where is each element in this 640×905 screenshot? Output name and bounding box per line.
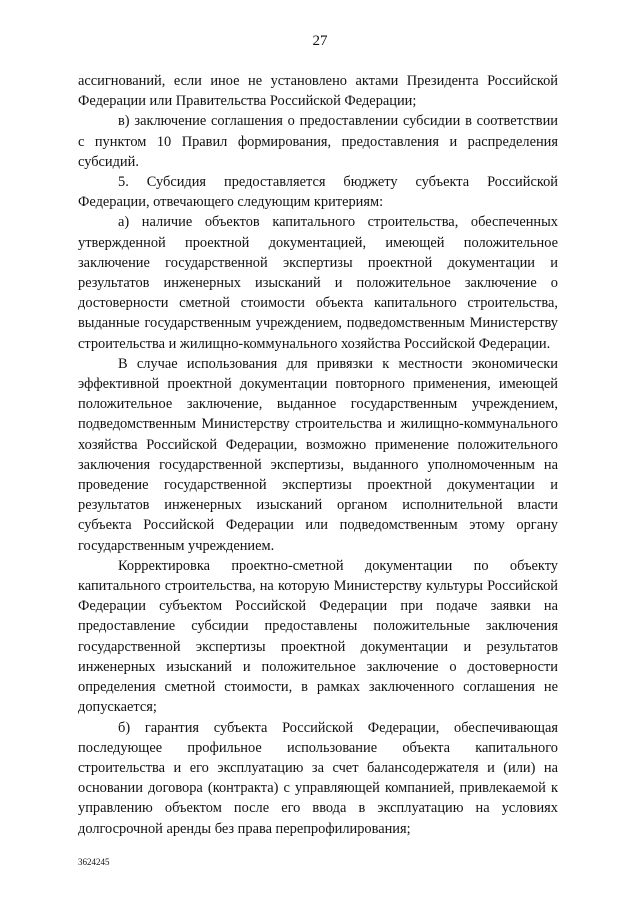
paragraph-reuse-documentation: В случае использования для привязки к местности экономически эффективной проектной документации повторного применения, имеющей положительное заключение, выданное государственным учреждением, подведомственным Министерству строительства и жилищно-коммунального хозяйства Российской Федерации, возможно применение положительного заключения государственной экспертизы, выданного уполномоченным на проведение государственной экспертизы проектной документации и результатов инженерных изысканий органом исполнительной власти субъекта Российской Федерации или подведомственным этому органу государственным учреждением. <box>78 355 558 554</box>
paragraph-correction: Корректировка проектно-сметной документации по объекту капитального строительства, на которую Министерству культуры Российской Федерации субъектом Российской Федерации при подаче заявки на предоставление субсидии предоставлены положительные заключения государственной экспертизы проектной документации и результатов инженерных изысканий и положительное заключение о достоверности определения сметной стоимости, в рамках заключенного соглашения не допускается; <box>78 557 558 716</box>
document-body <box>78 71 558 839</box>
paragraph-item-a: а) наличие объектов капитального строительства, обеспеченных утвержденной проектной документацией, имеющей положительное заключение государственной экспертизы проектной документации и результатов инженерных изысканий и положительное заключение о достоверности сметной стоимости объекта капитального строительства, выданные государственным учреждением, подведомственным Министерству строительства и жилищно-коммунального хозяйства Российской Федерации. <box>78 214 558 352</box>
paragraph-continuation: ассигнований, если иное не установлено актами Президента Российской Федерации или Правительства Российской Федерации; <box>78 73 558 110</box>
paragraph-section-5: 5. Субсидия предоставляется бюджету субъекта Российской Федерации, отвечающего следующим критериям: <box>78 174 558 211</box>
paragraph-item-v: в) заключение соглашения о предоставлении субсидии в соответствии с пунктом 10 Правил формирования, предоставления и распределения субсидий. <box>78 113 558 170</box>
paragraph-item-b: б) гарантия субъекта Российской Федерации, обеспечивающая последующее профильное использование объекта капитального строительства и его эксплуатацию за счет балансодержателя и (или) на основании договора (контракта) с управляющей компанией, привлекаемой к управлению объектом после его ввода в эксплуатацию на условиях долгосрочной аренды без права перепрофилирования; <box>78 719 558 837</box>
document-code: 3624245 <box>78 857 110 867</box>
page-number: 27 <box>312 33 328 49</box>
